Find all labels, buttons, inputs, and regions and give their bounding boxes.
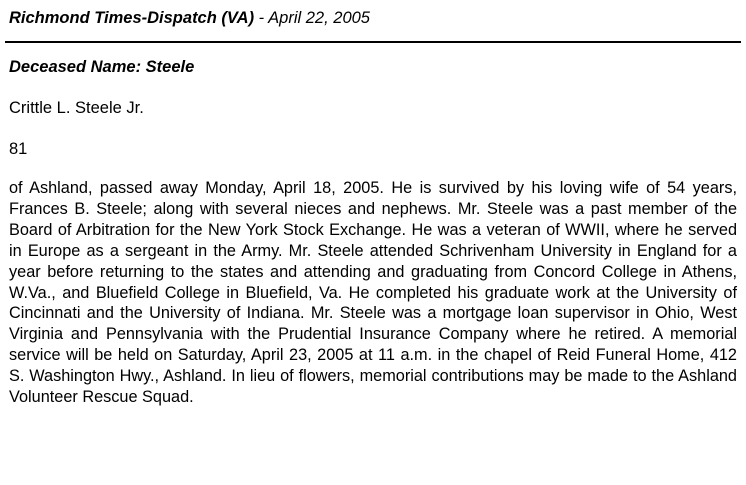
obituary-text: of Ashland, passed away Monday, April 18, 2005. He is survived by his loving wife of 54 years, Frances B. Steele; along with several nieces and nephews. Mr. Steele was a past member of the Board of Arbitration for the New York Stock Exchange. He was a veteran of WWII, where he served in Europe as a sergeant in the Army. Mr. Steele attended Schrivenham University in England for a year before returning to the states and attending and graduating from Concord College in Athens, W.Va., and Bluefield College in Bluefield, Va. He completed his graduate work at the University of Cincinnati and the University of Indiana. Mr. Steele was a mortgage loan supervisor in Ohio, West Virginia and Pennsylvania with the Prudential Insurance Company where he retired. A memorial service will be held on Saturday, April 23, 2005 at 11 a.m. in the chapel of Reid Funeral Home, 412 S. Washington Hwy., Ashland. In lieu of flowers, memorial contributions may be made to the Ashland Volunteer Rescue Squad. (9, 179, 737, 407)
header-separator: - (254, 9, 269, 27)
deceased-name-heading: Deceased Name: Steele (9, 58, 195, 76)
publication-date: April 22, 2005 (268, 9, 370, 27)
age: 81 (9, 140, 28, 158)
newspaper-name: Richmond Times-Dispatch (VA) (9, 9, 255, 27)
full-name: Crittle L. Steele Jr. (9, 99, 144, 117)
publication-header (9, 7, 370, 29)
header-divider (5, 41, 741, 43)
